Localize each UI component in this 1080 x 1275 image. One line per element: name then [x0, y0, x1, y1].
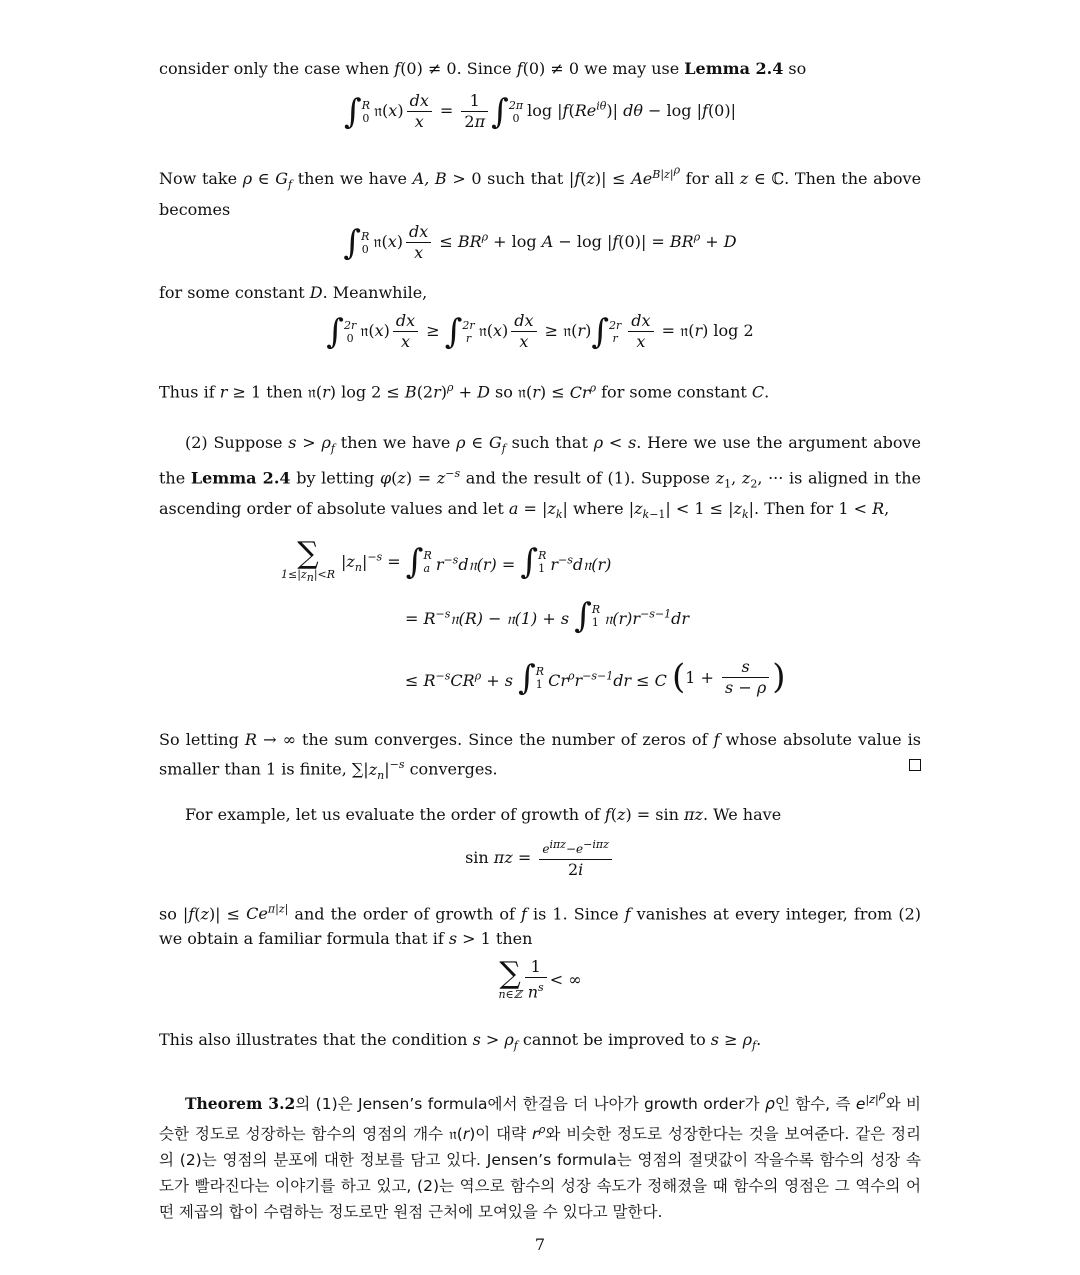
paragraph-1: consider only the case when f(0) ≠ 0. Since f(0) ≠ 0 we may use Lemma 2.4 so — [159, 59, 807, 78]
paragraph-6: So letting R → ∞ the sum converges. Since the number of zeros of f whose absolute value is smaller than 1 is finite, $\sum|z_n|^{-s}$ converges. — [159, 730, 921, 782]
paragraph-2: Now take ρ ∈ $G_f$ then we have A, B > 0 such that $|f(z)| \le Ae^{B|z|^\rho}$ for all z ∈ ℂ. Then the above becomes — [159, 163, 922, 220]
equation-jensen: ∫ R 0 𝔫(x) $\frac{dx}{x}$ = $\frac{1}{2\pi}$ ∫ 2π 0 $\log |f(Re^{i\theta})|$ dθ − log |f(0)| — [343, 91, 736, 132]
paragraph-korean: Theorem 3.2의 (1)은 Jensen’s formula에서 한걸음 더 나아가 growth order가 ρ인 함수, 즉 $e^{|z|^\rho}$와 비슷한 정도로 성장하는 함수의 영점의 개수 𝔫(r)이 대략 $r^\rho$와 비슷한 정도로 성장한다는 것을 보여준다. 같은 정리의 (2)는 영점의 분포에 대한 정보를 담고 있다. Jensen’s formula는 영점의 절댓값이 작을수록 함수의 성장 속도가 빨라진다는 이야기를 하고 있고, (2)는 역으로 함수의 성장 속도가 정해졌을 때 함수의 영점은 그 역수의 어떤 제곱의 합이 수렴하는 정도로만 원점 근처에 모여있을 수 있다고 말한다. — [159, 1088, 921, 1222]
equation-bound: ∫ R 0 𝔫(x) $\frac{dx}{x}$ ≤ $BR^\rho + \log A - \log |f(0)| = BR^\rho + D$ — [343, 222, 737, 263]
paragraph-3: for some constant D. Meanwhile, — [159, 283, 428, 303]
page-number: 7 — [534, 1235, 546, 1254]
paragraph-7: For example, let us evaluate the order of growth of f(z) = sin πz. We have — [185, 804, 782, 824]
theorem-ref: Theorem 3.2 — [185, 1094, 296, 1114]
paragraph-4: Thus if r ≥ 1 then 𝔫(r) $\log 2 \le B(2r)^\rho + D$ so 𝔫(r) ≤ $Cr^\rho$ for some constant C. — [159, 381, 770, 402]
paragraph-9: This also illustrates that the condition $s > \rho_f$ cannot be improved to $s \ge \rho_f$. — [159, 1030, 762, 1053]
page-body — [159, 56, 921, 1225]
paragraph-8: so $|f(z)| \le Ce^{\pi|z|}$ and the order of growth of f is 1. Since f vanishes at every integer, from (2) we obtain a familiar formula that if s > 1 then — [159, 902, 922, 949]
equation-sine: sin πz = $\frac{e^{i\pi z}-e^{-i\pi z}}{2i}$ — [159, 835, 921, 891]
equation-sum-aligned: ∑ $1\le|z_n|<R$ $|z_n|^{-s}$ = ∫ R a $r^{-s}d𝔫(r)$ = ∫ R 1 $r^{-s}d𝔫(r)$ = $R^{-s}𝔫(R)$ − 𝔫(1) + s ∫ R 1 $𝔫(r)r^{-s-1}dr$ ≤ $R^{-s}CR^\rho + s$ ∫ R 1 $Cr^\rho r^{-s-1}dr \le C$ (1 + $\frac{s}{s - \rho}$ ) — [281, 536, 786, 698]
equation-zeta: ∑ n∈ℤ $\frac{1}{n^s}$ < ∞ — [498, 955, 582, 1002]
paragraph-5: (2) Suppose $s > \rho_f$ then we have ρ ∈ $G_f$ such that ρ < s. Here we use the argument above the Lemma 2.4 by letting $\varphi(z) = z^{-s}$ and the result of (1). Suppose $z_1$, $z_2$, ··· is aligned in the ascending order of absolute values and let $a = |z_k|$ where $|z_{k-1}| < 1 \le |z_k|$. Then for 1 < R, — [159, 432, 922, 522]
qed-box-icon — [909, 759, 921, 771]
equation-meanwhile: ∫ 2r 0 𝔫(x) $\frac{dx}{x}$ ≥ ∫ 2r r 𝔫(x) $\frac{dx}{x}$ ≥ 𝔫(r)∫ 2r r $\frac{dx}{x}$ = 𝔫(r) log 2 — [326, 311, 754, 352]
